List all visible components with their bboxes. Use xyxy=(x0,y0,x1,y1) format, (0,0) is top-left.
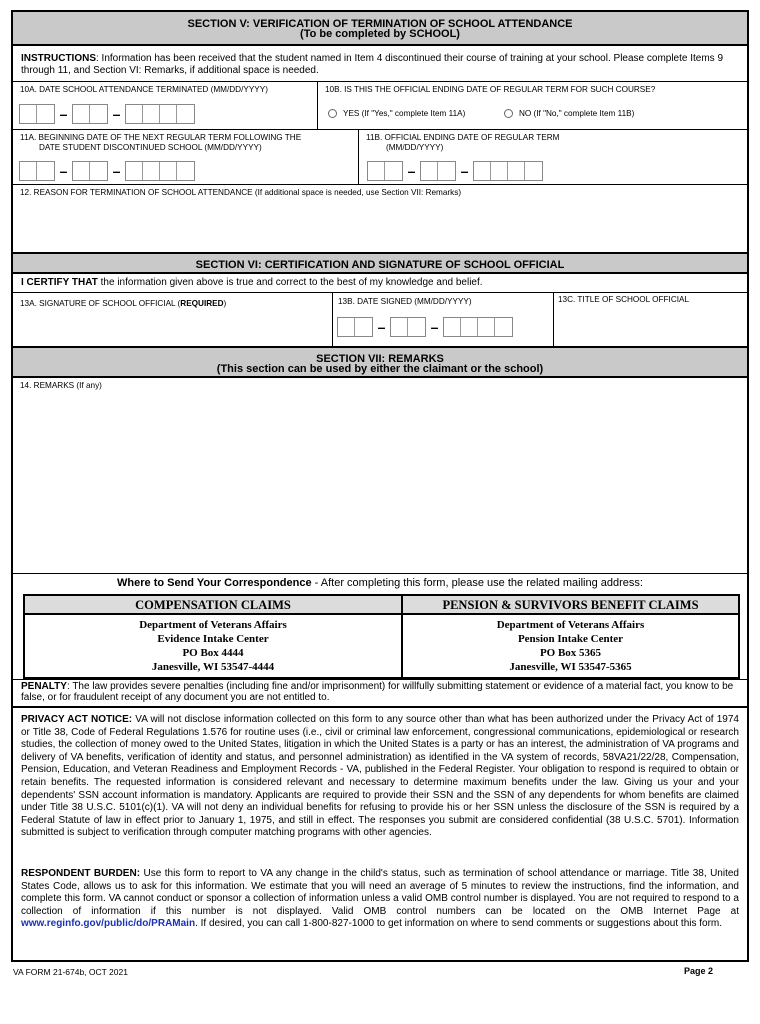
compensation-address xyxy=(25,615,401,674)
correspondence-heading-text: - After completing this form, please use the related mailing address: xyxy=(311,577,643,589)
dash-separator: – xyxy=(59,106,68,122)
item-13a-signature-field[interactable] xyxy=(14,311,330,345)
certify-statement xyxy=(21,277,483,289)
day-boxes[interactable] xyxy=(420,161,456,181)
item-13b-date-input[interactable] xyxy=(337,316,513,338)
year-boxes[interactable] xyxy=(125,161,195,181)
penalty-label: PENALTY xyxy=(21,681,67,692)
year-boxes[interactable] xyxy=(125,104,195,124)
item-14-label: 14. REMARKS (If any) xyxy=(20,381,102,390)
divider xyxy=(13,81,747,82)
dash-separator: – xyxy=(112,106,121,122)
item-10b-label: 10B. IS THIS THE OFFICIAL ENDING DATE OF REGULAR TERM FOR SUCH COURSE? xyxy=(325,85,656,94)
pension-header: PENSION & SURVIVORS BENEFIT CLAIMS xyxy=(403,596,738,615)
divider xyxy=(358,129,359,184)
pension-address xyxy=(403,615,738,674)
item-12-label: 12. REASON FOR TERMINATION OF SCHOOL ATTENDANCE (If additional space is needed, use Section VII: Remarks) xyxy=(20,188,462,197)
item-13a-label xyxy=(20,299,226,309)
item-11b-label-line2: (MM/DD/YYYY) xyxy=(386,143,444,152)
compensation-header: COMPENSATION CLAIMS xyxy=(25,596,401,615)
divider xyxy=(13,292,747,293)
year-boxes[interactable] xyxy=(473,161,543,181)
item-11a-label-line2: DATE STUDENT DISCONTINUED SCHOOL (MM/DD/YYYY) xyxy=(39,143,262,152)
correspondence-heading xyxy=(0,577,760,589)
section-5-header xyxy=(13,12,747,46)
item-13a-close: ) xyxy=(223,299,227,308)
burden-label: RESPONDENT BURDEN: xyxy=(21,868,141,879)
section-7-header xyxy=(13,348,747,378)
address-line: Evidence Intake Center xyxy=(157,633,269,645)
form-identifier: VA FORM 21-674b, OCT 2021 xyxy=(13,967,128,977)
year-boxes[interactable] xyxy=(443,317,513,337)
dash-separator: – xyxy=(112,163,121,179)
divider xyxy=(553,292,554,347)
dash-separator: – xyxy=(377,319,386,335)
section-7-title: SECTION VII: REMARKS xyxy=(316,353,444,365)
address-line: Janesville, WI 53547-4444 xyxy=(151,661,275,673)
no-radio[interactable] xyxy=(504,109,513,118)
address-line: Pension Intake Center xyxy=(517,633,624,645)
dash-separator: – xyxy=(59,163,68,179)
pension-column xyxy=(403,596,738,677)
burden-text: Use this form to report to VA any change in the child's status, such as termination of school attendance or marriage. Title 38, United States Code, allows us to ask for this information. We estimate that you will need an average of 5 minutes to review the instructions, find the information, and complete this form. VA cannot conduct or sponsor a collection of information unless a valid OMB control number is displayed. You are not required to respond to a collection of information if this number is not displayed. Valid OMB control numbers can be located on the OMB Internet Page at xyxy=(21,868,739,917)
address-line: Department of Veterans Affairs xyxy=(139,619,287,631)
privacy-label: PRIVACY ACT NOTICE: xyxy=(21,714,133,725)
certify-bold: I CERTIFY THAT xyxy=(21,277,98,288)
instructions-text: : Information has been received that the student named in Item 4 discontinued their course of training at your school. Please complete Items 9 through 11, and Section VI: Remarks, if additional space is needed. xyxy=(21,53,724,76)
item-11a-date-input[interactable] xyxy=(19,160,195,182)
pra-link[interactable]: www.reginfo.gov/public/do/PRAMain xyxy=(21,918,196,930)
respondent-burden-notice xyxy=(21,868,739,931)
certify-text: the information given above is true and correct to the best of my knowledge and belief. xyxy=(97,277,483,288)
month-boxes[interactable] xyxy=(19,161,55,181)
penalty-text: : The law provides severe penalties (including fine and/or imprisonment) for willfully submitting statement or evidence of a material fact, you know to be false, or for fraudulent receipt of any document you are not entitled to. xyxy=(21,681,734,703)
compensation-column xyxy=(25,596,403,677)
dash-separator: – xyxy=(407,163,416,179)
mailing-address-table xyxy=(23,594,740,679)
address-line: Janesville, WI 53547-5365 xyxy=(509,661,632,673)
yes-label: YES (If "Yes," complete Item 11A) xyxy=(343,109,466,118)
item-13a-text: 13A. SIGNATURE OF SCHOOL OFFICIAL ( xyxy=(20,299,181,308)
divider xyxy=(317,81,318,129)
address-line: Department of Veterans Affairs xyxy=(496,619,645,631)
no-label: NO (If "No," complete Item 11B) xyxy=(519,109,635,118)
day-boxes[interactable] xyxy=(72,104,108,124)
item-13b-label: 13B. DATE SIGNED (MM/DD/YYYY) xyxy=(338,297,472,306)
instructions-label: INSTRUCTIONS xyxy=(21,53,96,64)
item-10b-no-option[interactable] xyxy=(504,109,634,119)
item-10a-label: 10A. DATE SCHOOL ATTENDANCE TERMINATED (MM/DD/YYYY) xyxy=(20,85,268,94)
item-12-reason-field[interactable] xyxy=(14,200,746,250)
penalty-notice xyxy=(21,682,739,703)
privacy-text: VA will not disclose information collected on this form to any source other than what has been authorized under the Privacy Act of 1974 or Title 38, Code of Federal Regulations 1.576 for routine uses (i.e., civil or criminal law enforcement, congressional communications, epidemiological or research studies, the collection of money owed to the United States, litigation in which the United States is a party or has an interest, the administration of VA programs and delivery of VA benefits, verification of identity and status, and personnel administration) as identified in the VA system of records, 58VA21/22/28, Compensation, Pension, Education, and Veteran Readiness and Employment Records - VA, published in the Federal Register. Your obligation to respond is required to obtain or retain benefits. The requested information is considered relevant and necessary to determine maximum benefits under the law. Giving us your and your dependents' SSN account information is mandatory. Applicants are required to provide their SSN and the SSN of any dependents for whom benefits are claimed under Title 38 U.S.C. 5101(c)(1). VA will not deny an individual benefits for refusing to provide his or her SSN unless the disclosure of the SSN is required by a Federal Statute of law in effect prior to January 1, 1975, and still in effect. The responses you submit are considered confidential (38 U.S.C. 5701). Information submitted is subject to verification through computer matching programs with other agencies. xyxy=(21,714,739,839)
privacy-act-notice xyxy=(21,714,739,840)
divider xyxy=(13,706,747,708)
divider xyxy=(13,129,747,130)
divider xyxy=(13,679,747,680)
item-14-remarks-field[interactable] xyxy=(14,393,746,571)
day-boxes[interactable] xyxy=(390,317,426,337)
month-boxes[interactable] xyxy=(367,161,403,181)
section-5-title: SECTION V: VERIFICATION OF TERMINATION OF SCHOOL ATTENDANCE xyxy=(187,18,573,30)
item-13c-label: 13C. TITLE OF SCHOOL OFFICIAL xyxy=(558,295,690,304)
item-11b-label-line1: 11B. OFFICIAL ENDING DATE OF REGULAR TERM xyxy=(366,133,560,142)
month-boxes[interactable] xyxy=(19,104,55,124)
address-line: PO Box 4444 xyxy=(182,647,244,659)
item-13c-title-field[interactable] xyxy=(555,308,745,345)
divider xyxy=(332,292,333,347)
section-7-subtitle: (This section can be used by either the claimant or the school) xyxy=(216,363,544,375)
burden-text-after: . If desired, you can call 1-800-827-1000 to get information on where to send comments or suggestions about this form. xyxy=(195,918,723,930)
page-number: Page 2 xyxy=(684,966,714,976)
correspondence-heading-bold: Where to Send Your Correspondence xyxy=(117,577,312,589)
yes-radio[interactable] xyxy=(328,109,337,118)
dash-separator: – xyxy=(460,163,469,179)
section-5-subtitle: (To be completed by SCHOOL) xyxy=(300,28,460,40)
required-mark: REQUIRED xyxy=(180,299,224,308)
divider xyxy=(13,184,747,185)
address-line: PO Box 5365 xyxy=(539,647,602,659)
item-10a-date-input[interactable] xyxy=(19,103,195,125)
divider xyxy=(13,573,747,574)
item-10b-yes-option[interactable] xyxy=(328,109,465,119)
day-boxes[interactable] xyxy=(72,161,108,181)
section-6-title: SECTION VI: CERTIFICATION AND SIGNATURE OF SCHOOL OFFICIAL xyxy=(195,259,565,271)
month-boxes[interactable] xyxy=(337,317,373,337)
item-11a-label-line1: 11A. BEGINNING DATE OF THE NEXT REGULAR TERM FOLLOWING THE xyxy=(20,133,302,142)
dash-separator: – xyxy=(430,319,439,335)
section-6-header xyxy=(13,254,747,274)
instructions xyxy=(21,53,741,77)
item-11b-date-input[interactable] xyxy=(367,160,543,182)
